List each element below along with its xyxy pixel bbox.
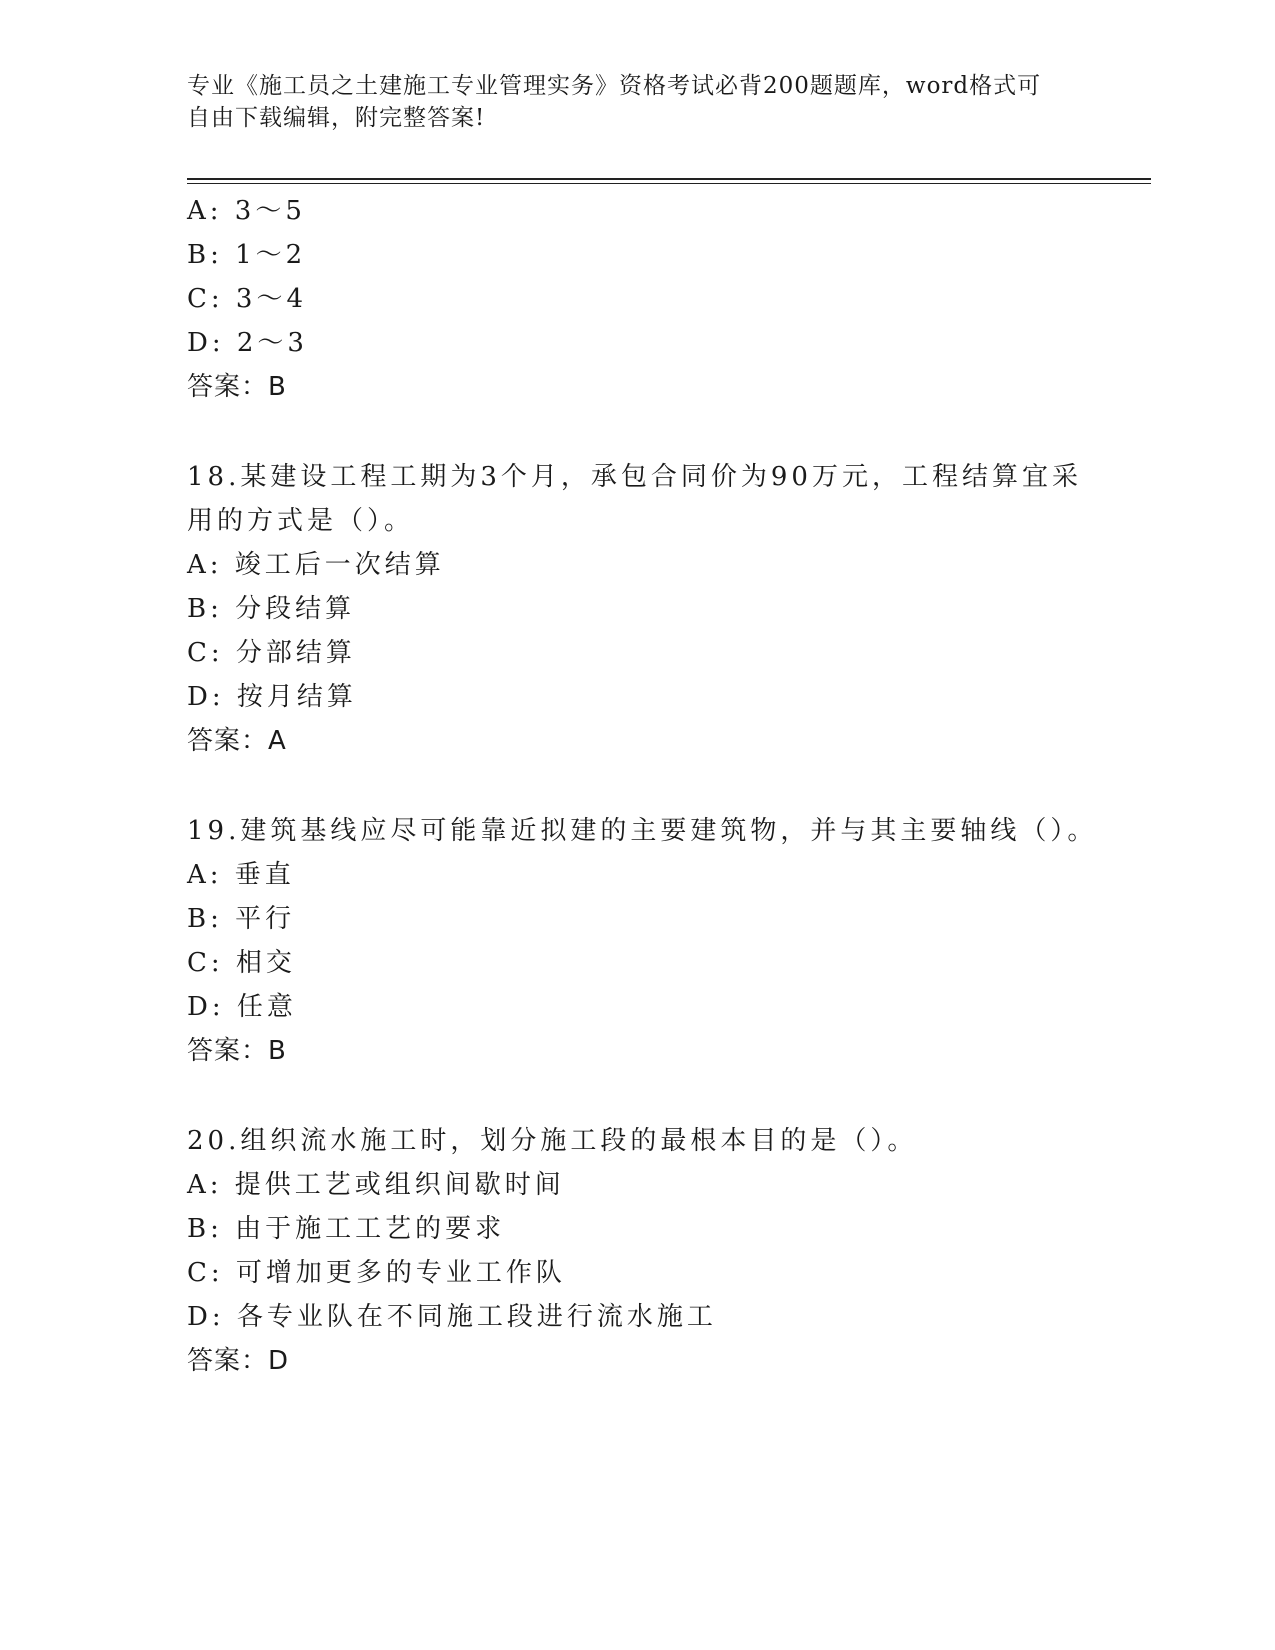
q18-option-c: C: 分部结算 (187, 638, 356, 668)
header-line-2: 自由下载编辑，附完整答案! (187, 105, 486, 131)
q20-answer: 答案：D (187, 1346, 290, 1376)
q17-option-a: A: 3～5 (187, 196, 306, 226)
q19-answer: 答案：B (187, 1036, 287, 1066)
q18-stem-line-1: 18.某建设工程工期为3个月，承包合同价为90万元，工程结算宜采 (187, 462, 1082, 492)
q19-option-b: B: 平行 (187, 904, 296, 934)
q19-option-c: C: 相交 (187, 948, 296, 978)
q20-option-a: A: 提供工艺或组织间歇时间 (187, 1170, 565, 1200)
q20-option-c: C: 可增加更多的专业工作队 (187, 1258, 566, 1288)
q17-option-d: D: 2～3 (187, 328, 308, 358)
q18-option-a: A: 竣工后一次结算 (187, 550, 445, 580)
q19-option-a: A: 垂直 (187, 860, 295, 890)
header-line-1: 专业《施工员之土建施工专业管理实务》资格考试必背200题题库，word格式可 (187, 73, 1042, 99)
q17-option-b: B: 1～2 (187, 240, 307, 270)
header-divider-thick (187, 178, 1151, 180)
q18-option-b: B: 分段结算 (187, 594, 356, 624)
q18-option-d: D: 按月结算 (187, 682, 357, 712)
q17-option-c: C: 3～4 (187, 284, 308, 314)
q20-stem-line-1: 20.组织流水施工时，划分施工段的最根本目的是（）。 (187, 1126, 918, 1156)
q17-answer: 答案：B (187, 372, 287, 402)
document-header (187, 70, 1067, 134)
q20-option-b: B: 由于施工工艺的要求 (187, 1214, 506, 1244)
q18-answer: 答案：A (187, 726, 287, 756)
q18-stem-line-2: 用的方式是（）。 (187, 506, 415, 536)
q19-option-d: D: 任意 (187, 992, 297, 1022)
q19-stem-line-1: 19.建筑基线应尽可能靠近拟建的主要建筑物，并与其主要轴线（）。 (187, 816, 1098, 846)
q20-option-d: D: 各专业队在不同施工段进行流水施工 (187, 1302, 717, 1332)
header-divider-thin (187, 183, 1151, 184)
